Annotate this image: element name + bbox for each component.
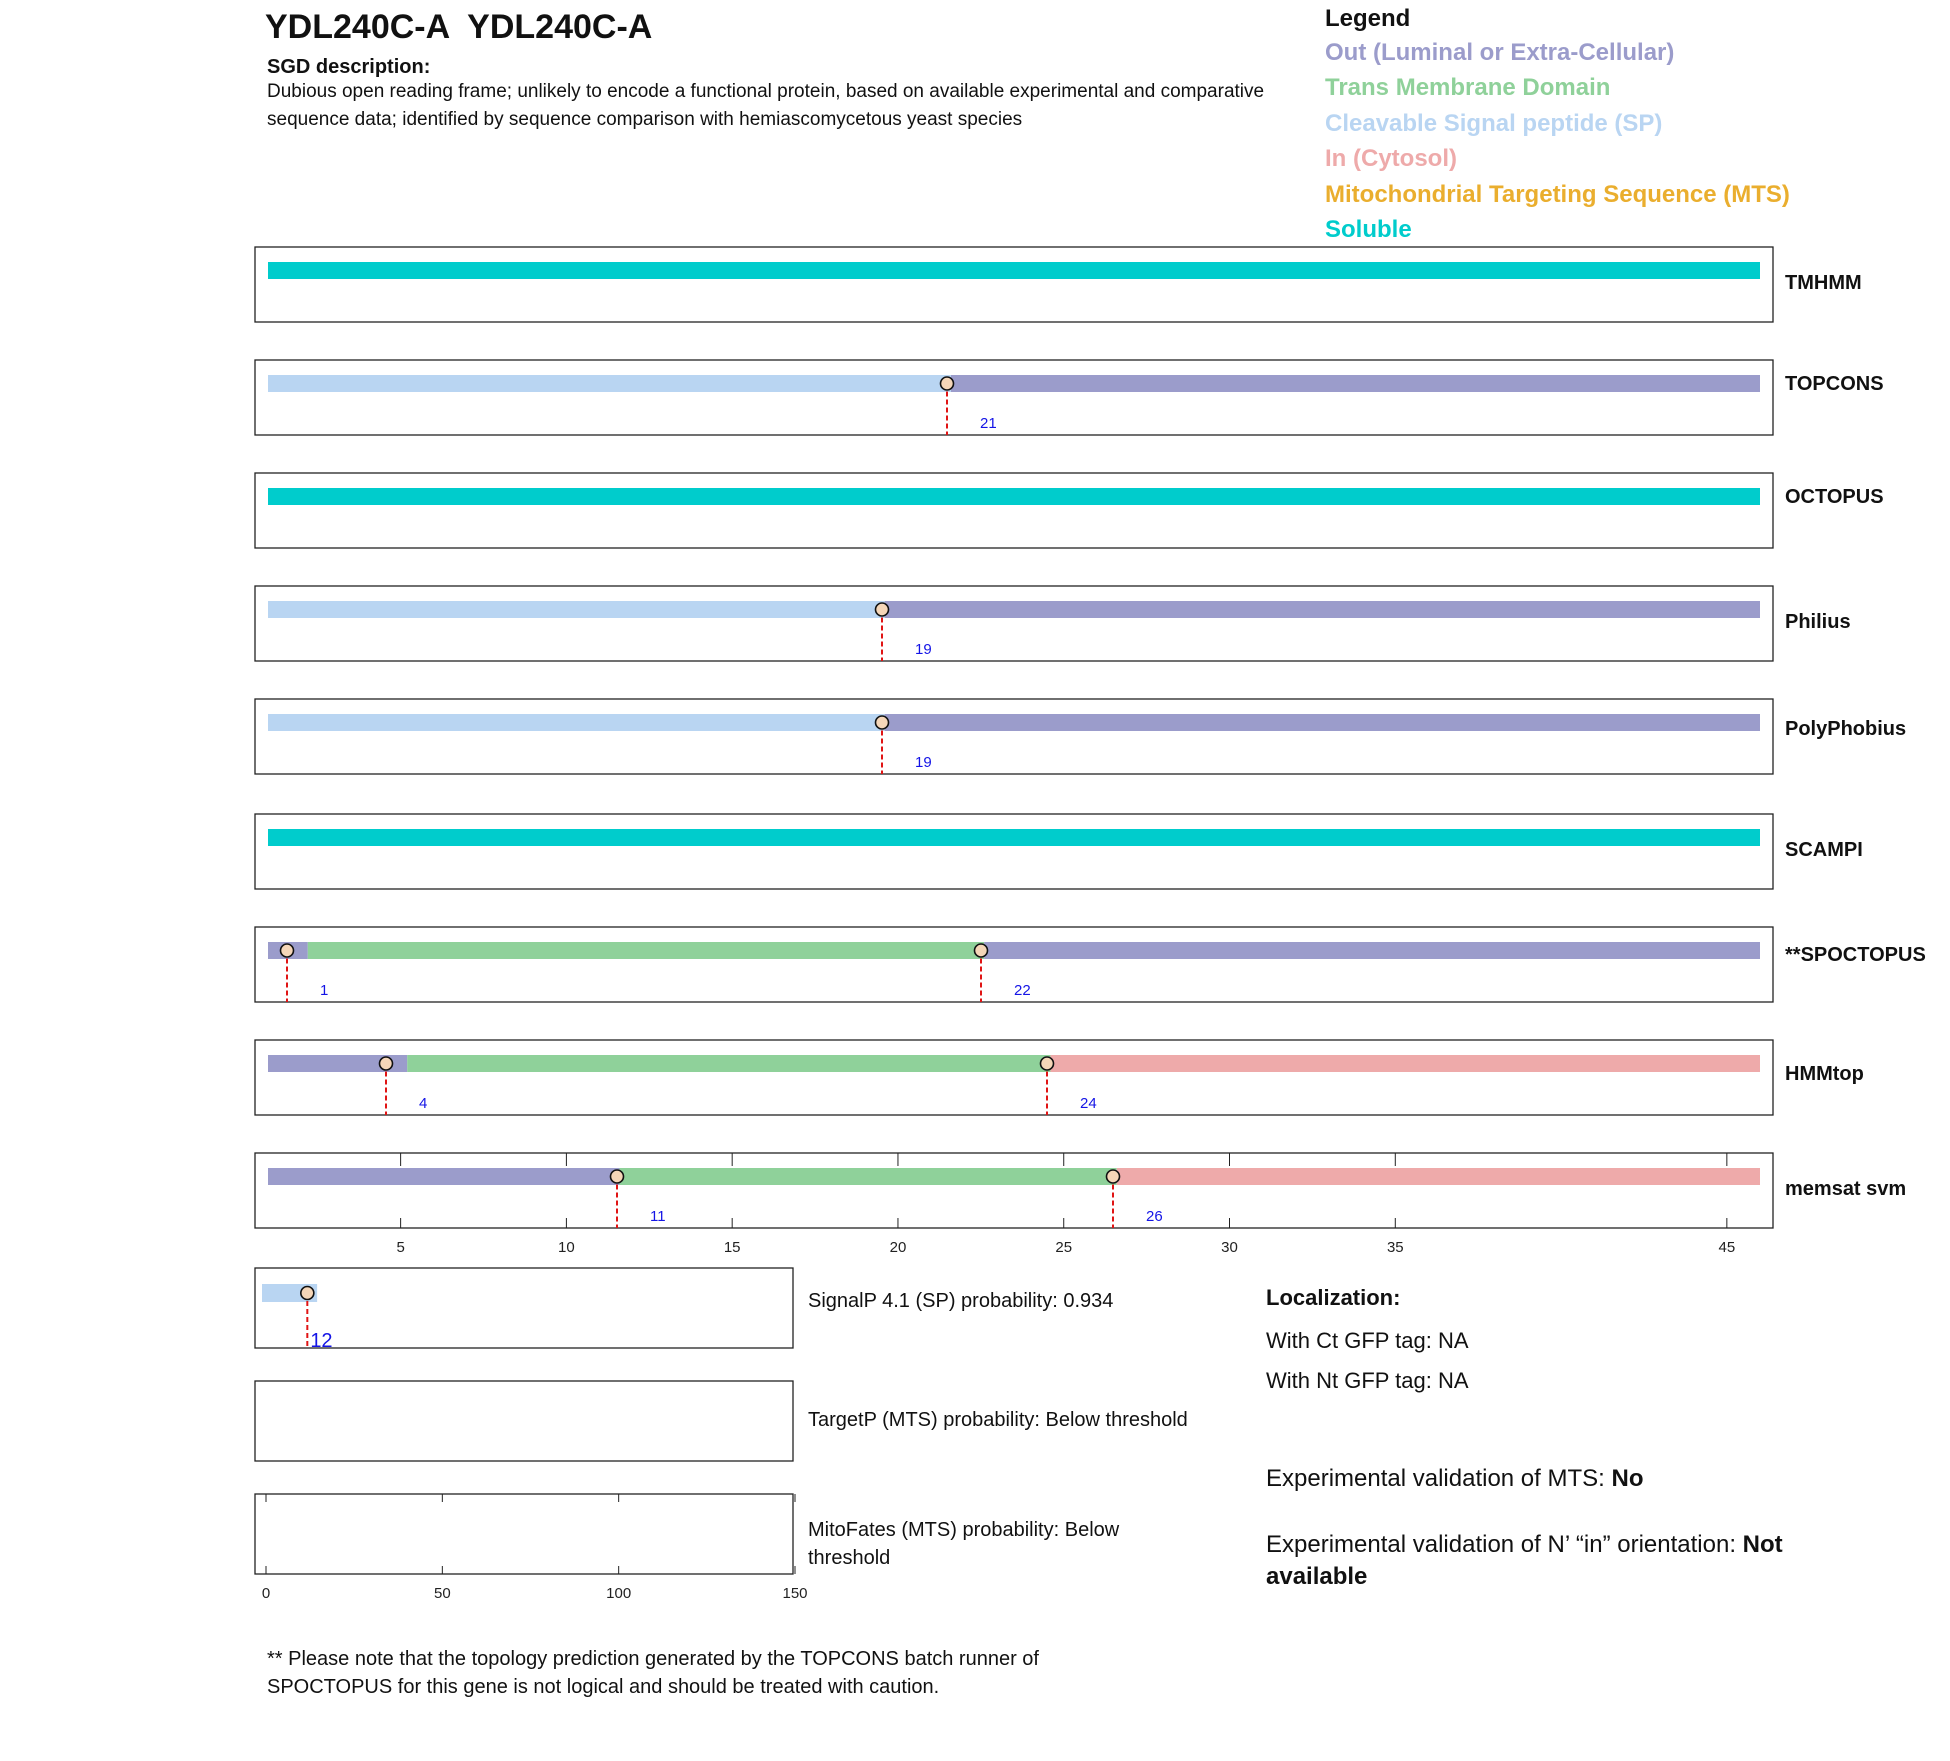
track-hmmtop-segment-1	[407, 1055, 1050, 1072]
track-philius-segment-1	[885, 601, 1760, 618]
legend-item-out: Out (Luminal or Extra-Cellular)	[1325, 39, 1675, 66]
localization-title: Localization:	[1266, 1285, 1401, 1310]
x-tick-label-15: 15	[723, 1239, 741, 1256]
footnote: ** Please note that the topology prediction generated by the TOPCONS batch runner of SPOCTOPUS for this gene is not logical and should be treated with caution.	[267, 1648, 1039, 1698]
legend-item-tm: Trans Membrane Domain	[1325, 74, 1611, 101]
track-scampi-box	[255, 814, 1773, 889]
x-tick-label-20: 20	[889, 1239, 907, 1256]
track-memsat-svm-segment-2	[1117, 1168, 1760, 1185]
localization-nt: With Nt GFP tag: NA	[1266, 1368, 1469, 1393]
track-memsat-svm-marker-point-11	[611, 1170, 624, 1183]
track-memsat-svm-box	[255, 1153, 1773, 1228]
track-label-polyphobius: PolyPhobius	[1785, 718, 1907, 740]
track-label-hmmtop: HMMtop	[1785, 1063, 1864, 1085]
track-label-scampi: SCAMPI	[1785, 839, 1863, 861]
legend-item-sp: Cleavable Signal peptide (SP)	[1325, 110, 1663, 137]
track-label-spoctopus: **SPOCTOPUS	[1785, 944, 1926, 966]
track-topcons-marker-label-21: 21	[980, 415, 997, 432]
track-spoctopus-marker-point-22	[975, 944, 988, 957]
track-hmmtop-segment-2	[1050, 1055, 1760, 1072]
track-philius-box	[255, 586, 1773, 661]
track-topcons-segment-0	[268, 375, 951, 392]
track-polyphobius-box	[255, 699, 1773, 774]
x-tick-label-30: 30	[1221, 1239, 1238, 1256]
track-spoctopus-marker-label-1: 1	[320, 982, 329, 999]
panel-signalp-marker-point-12	[301, 1287, 314, 1300]
track-polyphobius-segment-0	[268, 714, 885, 731]
track-hmmtop-marker-point-4	[380, 1057, 393, 1070]
track-philius-segment-0	[268, 601, 885, 618]
track-polyphobius-marker-label-19: 19	[915, 754, 932, 771]
track-topcons-marker-point-21	[941, 377, 954, 390]
targetp-text: TargetP (MTS) probability: Below threshold	[808, 1409, 1188, 1431]
track-label-memsat-svm: memsat svm	[1785, 1178, 1907, 1200]
description-text: Dubious open reading frame; unlikely to encode a functional protein, based on available experimental and comparative sequence data; identified by sequence comparison with hemiascomycetous yeast species	[267, 81, 1265, 130]
track-topcons-segment-1	[951, 375, 1760, 392]
track-philius-marker-point-19	[876, 603, 889, 616]
panel-mitofates-box	[255, 1494, 793, 1574]
track-memsat-svm-segment-0	[268, 1168, 619, 1185]
track-label-philius: Philius	[1785, 611, 1851, 633]
track-octopus-segment-0	[268, 488, 1760, 505]
panel-x-tick-label-150: 150	[782, 1585, 808, 1602]
experimental-orientation-prefix: Experimental validation of N’ “in” orientation:	[1266, 1531, 1743, 1558]
legend-item-soluble: Soluble	[1325, 216, 1412, 243]
panel-signalp-box	[255, 1268, 793, 1348]
x-tick-label-25: 25	[1055, 1239, 1073, 1256]
track-memsat-svm-marker-label-26: 26	[1146, 1208, 1163, 1225]
track-spoctopus-segment-2	[984, 942, 1760, 959]
track-tmhmm-segment-0	[268, 262, 1760, 279]
track-label-octopus: OCTOPUS	[1785, 486, 1884, 508]
track-scampi-segment-0	[268, 829, 1760, 846]
track-spoctopus-marker-point-1	[281, 944, 294, 957]
track-hmmtop-marker-point-24	[1041, 1057, 1054, 1070]
panel-x-tick-label-50: 50	[433, 1585, 451, 1602]
track-spoctopus-marker-label-22: 22	[1014, 982, 1031, 999]
panel-x-tick-label-100: 100	[606, 1585, 632, 1602]
track-polyphobius-segment-1	[885, 714, 1760, 731]
panel-x-tick-label-0: 0	[261, 1585, 271, 1602]
legend-item-mts: Mitochondrial Targeting Sequence (MTS)	[1325, 181, 1790, 208]
experimental-orientation	[1266, 1529, 1866, 1593]
page-title: YDL240C-A YDL240C-A	[265, 8, 653, 46]
track-tmhmm-box	[255, 247, 1773, 322]
track-hmmtop-box	[255, 1040, 1773, 1115]
track-hmmtop-marker-label-24: 24	[1080, 1095, 1097, 1112]
signalp-text: SignalP 4.1 (SP) probability: 0.934	[808, 1290, 1114, 1312]
track-philius-marker-label-19: 19	[915, 641, 932, 658]
panel-signalp-marker-label-12: 12	[310, 1330, 333, 1352]
x-tick-label-35: 35	[1386, 1239, 1404, 1256]
mitofates-text: MitoFates (MTS) probability: Below threshold	[808, 1519, 1120, 1569]
track-memsat-svm-segment-1	[619, 1168, 1116, 1185]
panel-targetp-box	[255, 1381, 793, 1461]
x-tick-label-10: 10	[558, 1239, 575, 1256]
track-label-topcons: TOPCONS	[1785, 373, 1884, 395]
legend-item-in: In (Cytosol)	[1325, 145, 1457, 172]
legend-title: Legend	[1325, 5, 1411, 32]
x-tick-label-45: 45	[1718, 1239, 1736, 1256]
x-tick-label-5: 5	[396, 1239, 405, 1256]
track-hmmtop-marker-label-4: 4	[419, 1095, 428, 1112]
track-topcons-box	[255, 360, 1773, 435]
localization-ct: With Ct GFP tag: NA	[1266, 1328, 1469, 1353]
experimental-mts-value: No	[1611, 1465, 1644, 1492]
track-polyphobius-marker-point-19	[876, 716, 889, 729]
description-label: SGD description:	[267, 56, 431, 78]
track-spoctopus-segment-1	[308, 942, 984, 959]
experimental-orientation-value: Not available	[1266, 1531, 1783, 1590]
track-octopus-box	[255, 473, 1773, 548]
track-memsat-svm-marker-point-26	[1107, 1170, 1120, 1183]
track-memsat-svm-marker-label-11: 11	[650, 1208, 666, 1225]
experimental-mts-prefix: Experimental validation of MTS:	[1266, 1465, 1612, 1492]
experimental-mts	[1266, 1463, 1866, 1495]
track-label-tmhmm: TMHMM	[1785, 272, 1862, 294]
